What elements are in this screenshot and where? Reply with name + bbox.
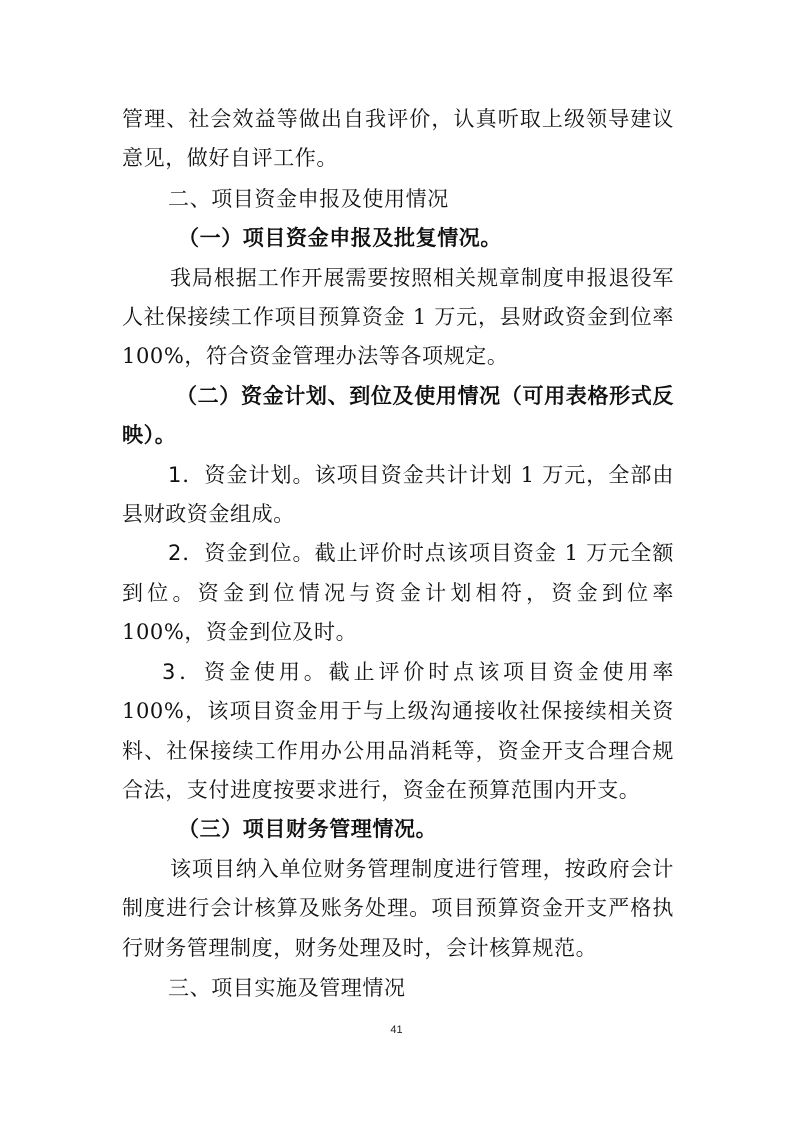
fund-plan-lead: 1．资金计划。 — [168, 462, 315, 487]
intro-continuation: 管理、社会效益等做出自我评价，认真听取上级领导建议意见，做好自评工作。 — [122, 107, 674, 171]
paragraph-financial-management: 该项目纳入单位财务管理制度进行管理，按政府会计制度进行会计核算及账务处理。项目预算资金开支严格执行财务管理制度，财务处理及时，会计核算规范。 — [122, 856, 674, 960]
page-body — [122, 100, 674, 1008]
fund-arrival-lead: 2．资金到位。 — [168, 541, 315, 566]
subsection-heading-funding-application: （一）项目资金申报及批复情况。 — [178, 226, 502, 251]
subsection-heading-funding-usage: （二）资金计划、到位及使用情况（可用表格形式反映）。 — [122, 383, 674, 448]
fund-arrival-text: 截止评价时点该项目资金 1 万元全额到位。资金到位情况与资金计划相符，资金到位率 100%，资金到位及时。 — [122, 541, 675, 645]
fund-use-text: 截止评价时点该项目资金使用率 100%，该项目资金用于与上级沟通接收社保接续相关资料、社保接续工作用办公用品消耗等，资金开支合理合规合法，支付进度按要求进行，资金在预算范围内开支。 — [122, 659, 674, 802]
subsection-heading-financial-management: （三）项目财务管理情况。 — [178, 817, 438, 842]
section-heading-2: 二、项目资金申报及使用情况 — [168, 186, 449, 211]
paragraph-fund-arrival — [122, 534, 674, 652]
section-heading-3: 三、项目实施及管理情况 — [168, 975, 406, 1000]
paragraph-funding-application: 我局根据工作开展需要按照相关规章制度申报退役军人社保接续工作项目预算资金 1 万元，县财政资金到位率100%，符合资金管理办法等各项规定。 — [122, 265, 674, 369]
paragraph-fund-plan — [122, 456, 674, 535]
page-number: 41 — [390, 1024, 403, 1036]
paragraph-fund-use — [122, 653, 674, 811]
fund-use-lead: 3．资金使用。 — [162, 659, 329, 684]
fund-plan-text: 该项目资金共计计划 1 万元，全部由县财政资金组成。 — [122, 462, 675, 527]
